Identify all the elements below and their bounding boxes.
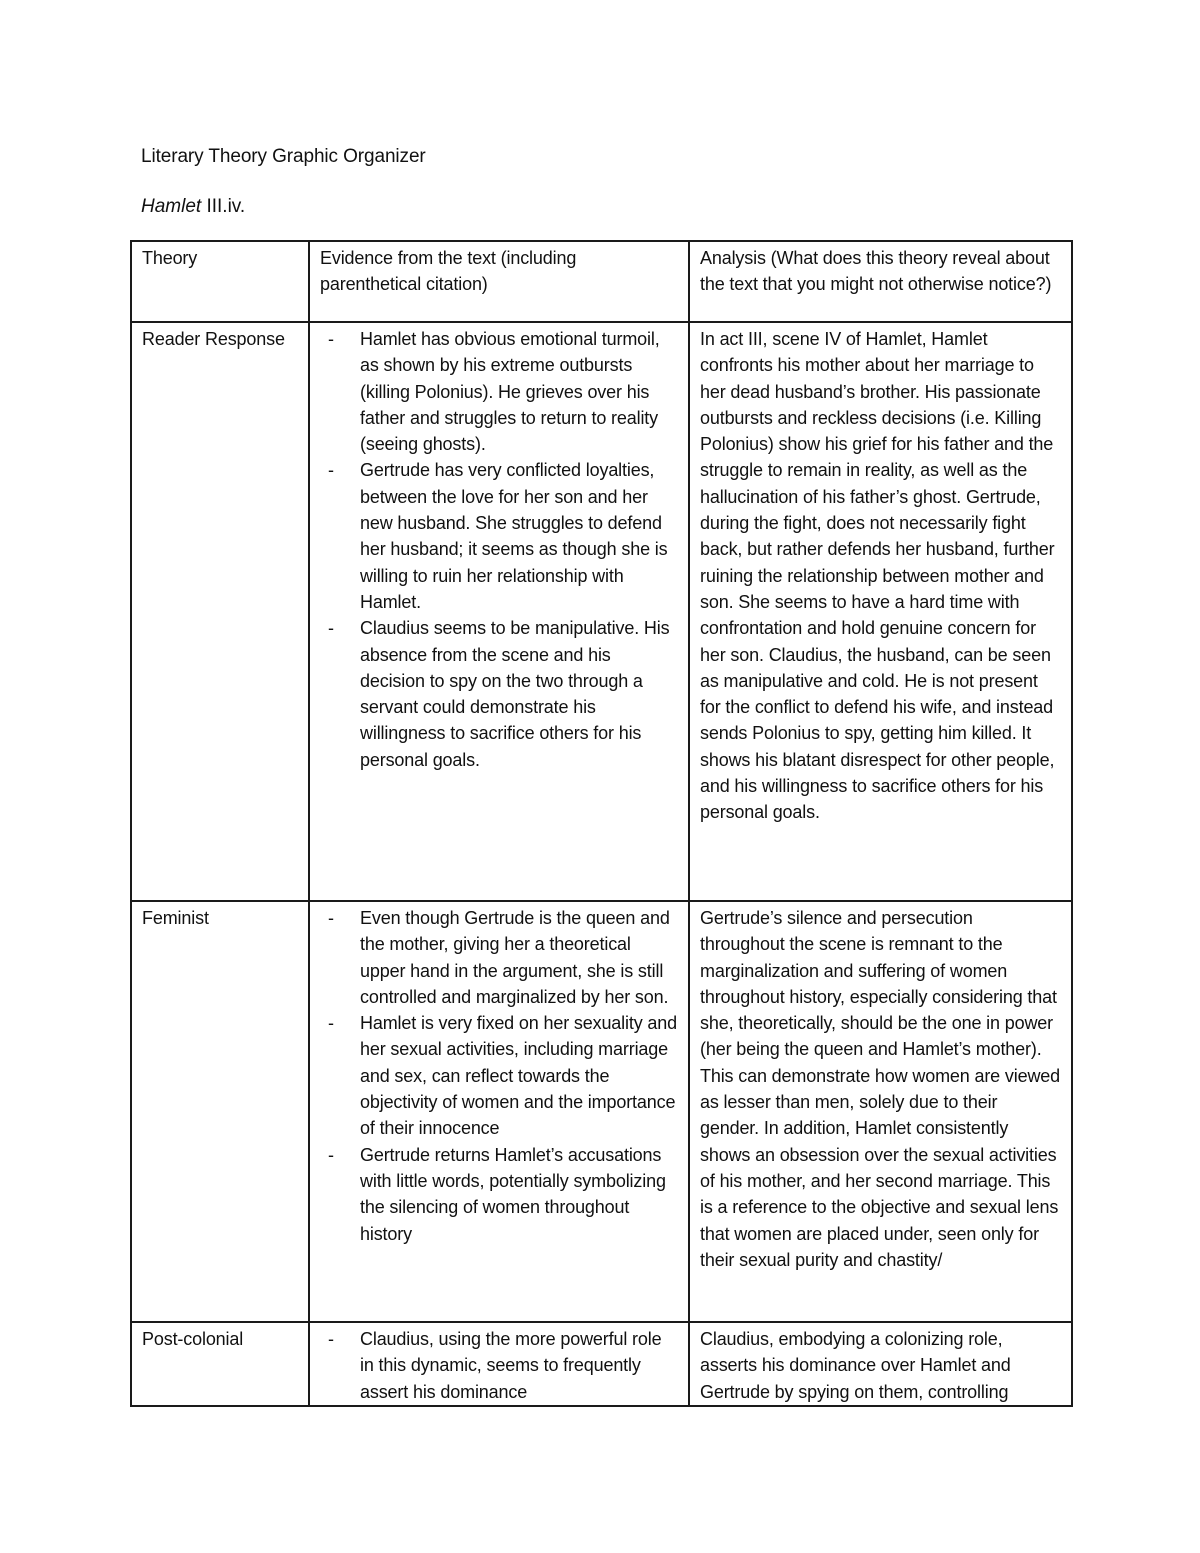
list-item — [320, 1142, 678, 1247]
scene-reference: III.iv. — [206, 196, 246, 217]
analysis-cell: Claudius, embodying a colonizing role, asserts his dominance over Hamlet and Gertrude by spying on them, controlling — [689, 1322, 1072, 1406]
evidence-list — [320, 326, 678, 773]
bullet-dash: - — [328, 1144, 334, 1165]
evidence-text: Hamlet has obvious emotional turmoil, as shown by his extreme outbursts (killing Polonius). He grieves over his father and struggles to return to reality (seeing ghosts). — [360, 329, 660, 455]
play-title: Hamlet — [141, 196, 202, 217]
evidence-text: Gertrude returns Hamlet’s accusations with little words, potentially symbolizing the silencing of women throughout history — [360, 1144, 666, 1244]
evidence-text: Hamlet is very fixed on her sexuality and her sexual activities, including marriage and sex, can reflect towards the objectivity of women and the importance of their innocence — [360, 1013, 677, 1139]
evidence-text: Claudius, using the more powerful role in this dynamic, seems to frequently assert his dominance — [360, 1329, 662, 1402]
header-analysis: Analysis (What does this theory reveal about the text that you might not otherwise notice?) — [689, 241, 1072, 322]
table-row — [131, 1322, 1072, 1406]
document-title: Literary Theory Graphic Organizer — [141, 146, 426, 167]
theory-cell: Reader Response — [131, 322, 309, 901]
organizer-table — [130, 240, 1073, 1407]
evidence-list — [320, 905, 678, 1247]
evidence-text: Gertrude has very conflicted loyalties, between the love for her son and her new husband. She struggles to defend her husband; it seems as though she is willing to ruin her relationship with Hamlet. — [360, 460, 668, 612]
bullet-dash: - — [328, 460, 334, 481]
bullet-dash: - — [328, 329, 334, 349]
evidence-list — [320, 1326, 678, 1405]
evidence-cell — [309, 1322, 689, 1406]
table-row — [131, 322, 1072, 901]
evidence-cell — [309, 322, 689, 901]
header-row — [131, 241, 1072, 322]
bullet-dash: - — [328, 1013, 334, 1034]
evidence-cell — [309, 901, 689, 1322]
list-item — [320, 1326, 678, 1405]
bullet-dash: - — [328, 1329, 334, 1349]
document-subtitle — [141, 194, 245, 220]
list-item — [320, 615, 678, 773]
analysis-cell: In act III, scene IV of Hamlet, Hamlet confronts his mother about her marriage to her dead husband’s brother. His passionate outbursts and reckless decisions (i.e. Killing Polonius) show his grief for his father and the struggle to remain in reality, as well as the hallucination of his father’s ghost. Gertrude, during the fight, does not necessarily fight back, but rather defends her husband, further ruining the relationship between mother and son. She seems to have a hard time with confrontation and hold genuine concern for her son. Claudius, the husband, can be seen as manipulative and cold. He is not present for the conflict to defend his wife, and instead sends Polonius to spy, getting him killed. It shows his blatant disrespect for other people, and his willingness to sacrifice others for his personal goals. — [689, 322, 1072, 901]
bullet-dash: - — [328, 908, 334, 928]
bullet-dash: - — [328, 618, 334, 639]
evidence-text: Claudius seems to be manipulative. His absence from the scene and his decision to spy on the two through a servant could demonstrate his willingness to sacrifice others for his personal goals. — [360, 618, 670, 770]
evidence-text: Even though Gertrude is the queen and the mother, giving her a theoretical upper hand in the argument, she is still controlled and marginalized by her son. — [360, 908, 670, 1007]
header-evidence: Evidence from the text (including parenthetical citation) — [309, 241, 689, 322]
list-item — [320, 1010, 678, 1141]
list-item — [320, 457, 678, 615]
theory-cell: Post-colonial — [131, 1322, 309, 1406]
analysis-cell: Gertrude’s silence and persecution throughout the scene is remnant to the marginalization and suffering of women throughout history, especially considering that she, theoretically, should be the one in power (her being the queen and Hamlet’s mother). This can demonstrate how women are viewed as lesser than men, solely due to their gender. In addition, Hamlet consistently shows an obsession over the sexual activities of his mother, and her second marriage. This is a reference to the objective and sexual lens that women are placed under, seen only for their sexual purity and chastity/ — [689, 901, 1072, 1322]
list-item — [320, 905, 678, 1010]
table-row — [131, 901, 1072, 1322]
list-item — [320, 326, 678, 457]
header-theory: Theory — [131, 241, 309, 322]
theory-cell: Feminist — [131, 901, 309, 1322]
